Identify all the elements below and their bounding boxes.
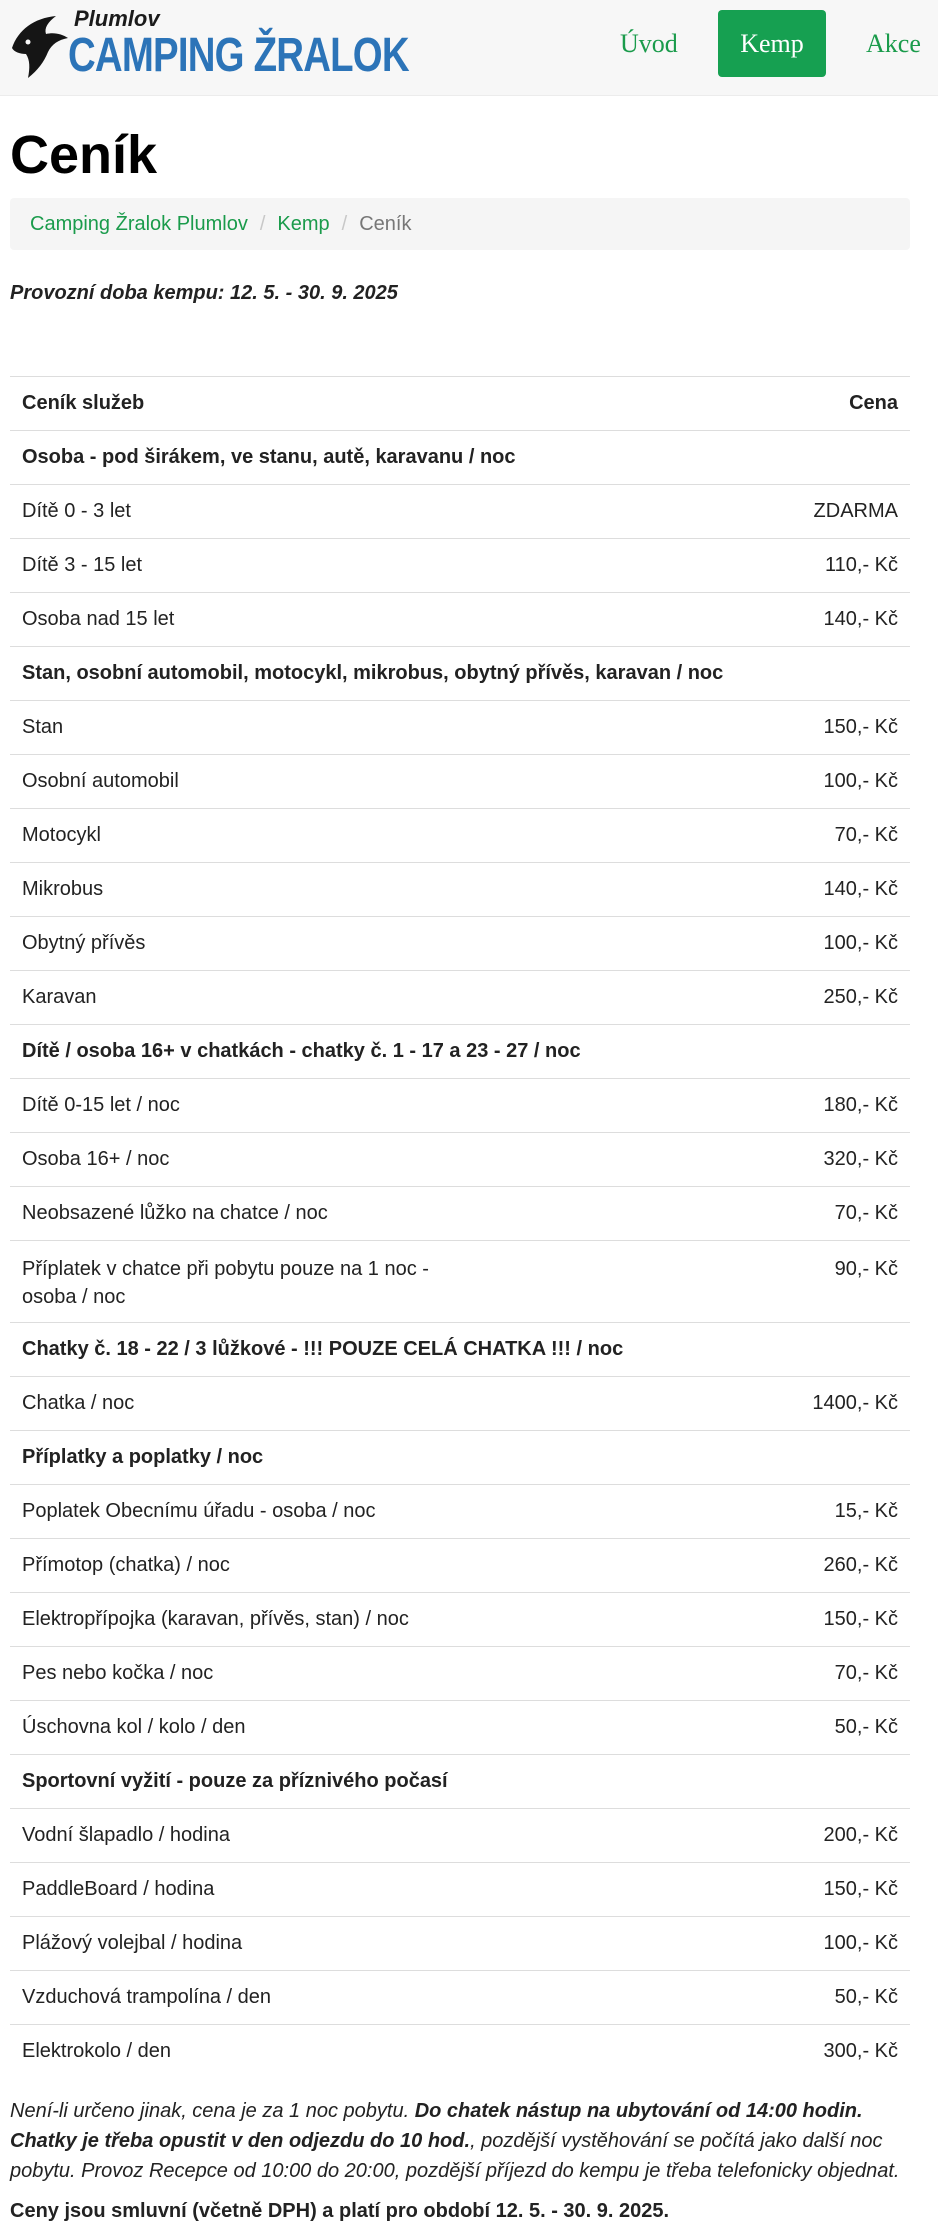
table-row	[10, 1133, 910, 1187]
shark-logo-icon	[8, 8, 72, 80]
item-label: Úschovna kol / kolo / den	[10, 1701, 470, 1755]
price-table-body	[10, 431, 910, 2079]
note-part1: Není-li určeno jinak, cena je za 1 noc pobytu.	[10, 2100, 415, 2122]
breadcrumb	[10, 198, 910, 250]
note-checkin: Do chatek nástup na ubytování od 14:00 hodin. Chatky je třeba opustit v den odjezdu do 10 hod.	[10, 2100, 863, 2152]
terms-note	[10, 2096, 926, 2186]
table-row	[10, 755, 910, 809]
page-title: Ceník	[10, 125, 158, 185]
table-row	[10, 1187, 910, 1241]
table-row	[10, 2025, 910, 2079]
item-price: 140,- Kč	[470, 593, 910, 647]
season-dates: Provozní doba kempu: 12. 5. - 30. 9. 2025	[10, 282, 398, 304]
item-price: 140,- Kč	[470, 863, 910, 917]
table-row	[10, 971, 910, 1025]
table-row	[10, 1647, 910, 1701]
table-row	[10, 701, 910, 755]
item-label: Dítě 0 - 3 let	[10, 485, 470, 539]
nav-uvod[interactable]: Úvod	[620, 29, 678, 58]
item-label: PaddleBoard / hodina	[10, 1863, 470, 1917]
table-row	[10, 593, 910, 647]
item-price: 70,- Kč	[470, 1647, 910, 1701]
table-section-row	[10, 1323, 910, 1377]
item-price: 70,- Kč	[470, 809, 910, 863]
table-row	[10, 1971, 910, 2025]
item-price: 180,- Kč	[470, 1079, 910, 1133]
nav-akce[interactable]: Akce	[866, 29, 921, 58]
table-row	[10, 1377, 910, 1431]
table-row	[10, 1863, 910, 1917]
item-price: 250,- Kč	[470, 971, 910, 1025]
item-label: Mikrobus	[10, 863, 470, 917]
item-price: 90,- Kč	[470, 1241, 910, 1323]
item-label: Vzduchová trampolína / den	[10, 1971, 470, 2025]
item-label: Osobní automobil	[10, 755, 470, 809]
item-label: Stan	[10, 701, 470, 755]
item-price: 50,- Kč	[470, 1701, 910, 1755]
breadcrumb-kemp[interactable]: Kemp	[277, 212, 330, 235]
table-row	[10, 917, 910, 971]
section-title: Sportovní vyžití - pouze za příznivého počasí	[10, 1755, 910, 1809]
table-row	[10, 1593, 910, 1647]
item-label: Plážový volejbal / hodina	[10, 1917, 470, 1971]
table-section-row	[10, 647, 910, 701]
item-price: 100,- Kč	[470, 917, 910, 971]
section-title: Osoba - pod širákem, ve stanu, autě, karavanu / noc	[10, 431, 910, 485]
item-label: Poplatek Obecnímu úřadu - osoba / noc	[10, 1485, 470, 1539]
item-price: 50,- Kč	[470, 1971, 910, 2025]
table-row	[10, 1539, 910, 1593]
item-label: Vodní šlapadlo / hodina	[10, 1809, 470, 1863]
item-label: Elektrokolo / den	[10, 2025, 470, 2079]
item-price: 150,- Kč	[470, 701, 910, 755]
section-title: Dítě / osoba 16+ v chatkách - chatky č. 1 - 17 a 23 - 27 / noc	[10, 1025, 910, 1079]
item-price: 150,- Kč	[470, 1593, 910, 1647]
section-title: Příplatky a poplatky / noc	[10, 1431, 910, 1485]
table-section-row	[10, 1431, 910, 1485]
table-row	[10, 1485, 910, 1539]
logo-town: Plumlov	[74, 6, 160, 31]
item-label: Přímotop (chatka) / noc	[10, 1539, 470, 1593]
note-part2: , pozdější vystěhování se počítá jako další noc pobytu. Provoz Recepce od 10:00 do 20:00, pozdější příjezd do kempu je třeba telefonicky objednat.	[10, 2130, 900, 2182]
header-price: Cena	[470, 377, 910, 431]
breadcrumb-separator: /	[259, 212, 266, 235]
item-price: 150,- Kč	[470, 1863, 910, 1917]
item-label: Dítě 3 - 15 let	[10, 539, 470, 593]
item-label: Příplatek v chatce při pobytu pouze na 1 noc - osoba / noc	[10, 1241, 470, 1323]
nav-kemp[interactable]: Kemp	[718, 10, 826, 77]
item-price: 300,- Kč	[470, 2025, 910, 2079]
section-title: Chatky č. 18 - 22 / 3 lůžkové - !!! POUZE CELÁ CHATKA !!! / noc	[10, 1323, 910, 1377]
item-price: 100,- Kč	[470, 755, 910, 809]
table-row	[10, 1809, 910, 1863]
item-price: 100,- Kč	[470, 1917, 910, 1971]
table-row	[10, 485, 910, 539]
table-row	[10, 539, 910, 593]
item-label: Osoba nad 15 let	[10, 593, 470, 647]
table-row	[10, 1701, 910, 1755]
item-price: 260,- Kč	[470, 1539, 910, 1593]
table-row	[10, 1241, 910, 1323]
item-label: Karavan	[10, 971, 470, 1025]
table-section-row	[10, 1025, 910, 1079]
table-row	[10, 1079, 910, 1133]
breadcrumb-separator: /	[341, 212, 348, 235]
table-row	[10, 809, 910, 863]
item-price: 15,- Kč	[470, 1485, 910, 1539]
top-navbar	[0, 0, 938, 96]
item-label: Elektropřípojka (karavan, přívěs, stan) / noc	[10, 1593, 470, 1647]
site-logo[interactable]	[8, 6, 409, 86]
item-price: 200,- Kč	[470, 1809, 910, 1863]
table-section-row	[10, 1755, 910, 1809]
item-label: Motocykl	[10, 809, 470, 863]
item-label: Pes nebo kočka / noc	[10, 1647, 470, 1701]
item-price: 70,- Kč	[470, 1187, 910, 1241]
price-table	[10, 376, 910, 2079]
logo-title: CAMPING ŽRALOK	[68, 29, 409, 82]
item-label: Osoba 16+ / noc	[10, 1133, 470, 1187]
section-title: Stan, osobní automobil, motocykl, mikrobus, obytný přívěs, karavan / noc	[10, 647, 910, 701]
breadcrumb-home[interactable]: Camping Žralok Plumlov	[30, 212, 248, 235]
item-label: Neobsazené lůžko na chatce / noc	[10, 1187, 470, 1241]
item-price: 110,- Kč	[470, 539, 910, 593]
prices-validity: Ceny jsou smluvní (včetně DPH) a platí pro období 12. 5. - 30. 9. 2025.	[10, 2200, 670, 2222]
item-price: ZDARMA	[470, 485, 910, 539]
table-row	[10, 863, 910, 917]
item-label: Dítě 0-15 let / noc	[10, 1079, 470, 1133]
breadcrumb-current: Ceník	[359, 212, 412, 235]
table-header-row	[10, 377, 910, 431]
header-services: Ceník služeb	[10, 377, 470, 431]
item-price: 320,- Kč	[470, 1133, 910, 1187]
item-label: Chatka / noc	[10, 1377, 470, 1431]
table-section-row	[10, 431, 910, 485]
item-price: 1400,- Kč	[470, 1377, 910, 1431]
item-label: Obytný přívěs	[10, 917, 470, 971]
table-row	[10, 1917, 910, 1971]
